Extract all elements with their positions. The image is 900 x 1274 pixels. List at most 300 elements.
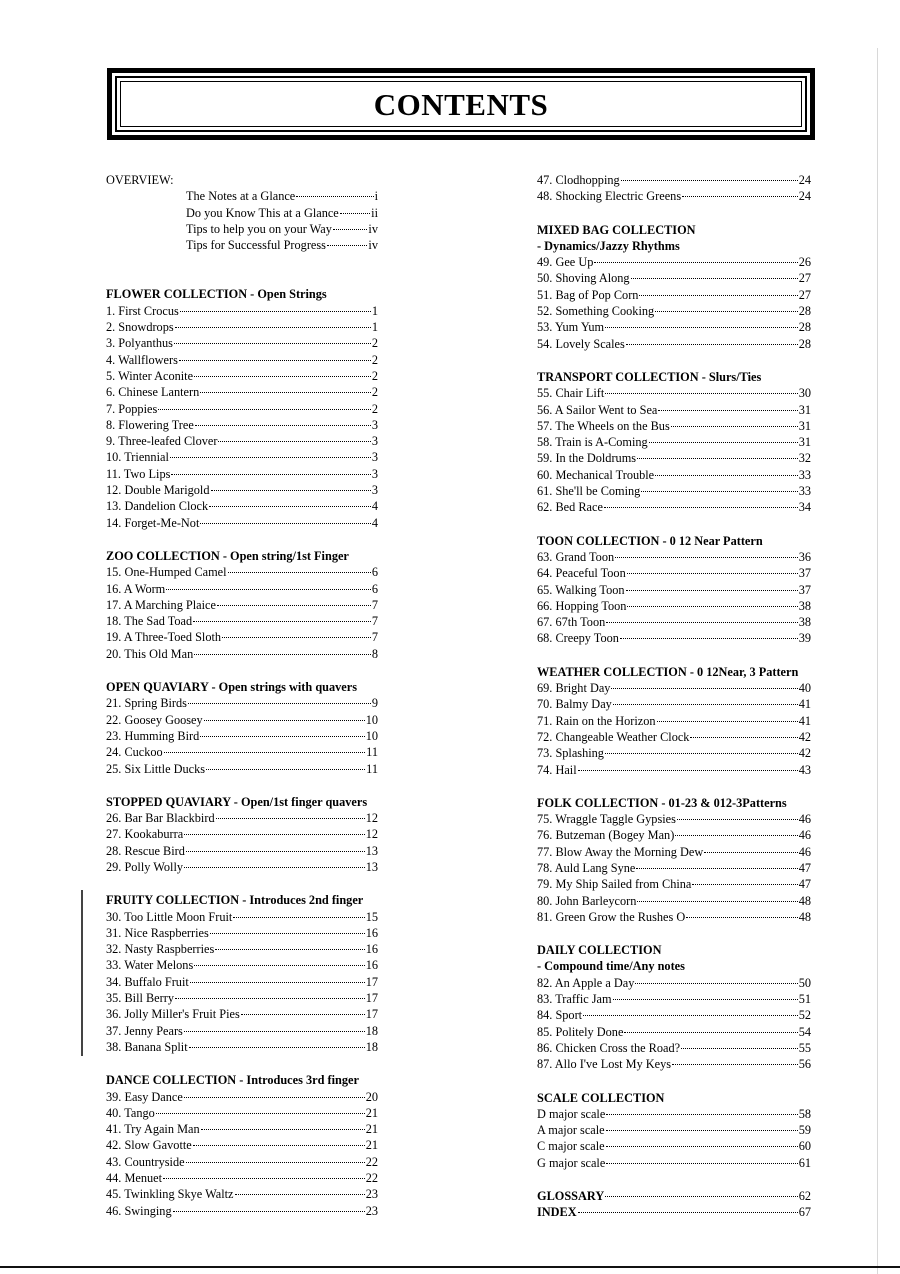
- toc-entry[interactable]: [537, 582, 811, 598]
- entry-page-number: 17: [365, 974, 378, 989]
- toc-entry[interactable]: [537, 483, 811, 499]
- toc-entry[interactable]: [106, 433, 378, 449]
- toc-entry[interactable]: [106, 515, 378, 531]
- left-column: [106, 172, 378, 1219]
- section-heading: TOON COLLECTION - 0 12 Near Pattern: [537, 533, 763, 548]
- entry-title: 81. Green Grow the Rushes O: [537, 909, 686, 924]
- toc-entry[interactable]: [106, 613, 378, 629]
- toc-entry[interactable]: [537, 827, 811, 843]
- dot-leader: [211, 490, 371, 491]
- entry-page-number: 28: [798, 320, 811, 335]
- toc-section: [537, 222, 811, 369]
- toc-entry[interactable]: [537, 1106, 811, 1122]
- dot-leader: [606, 1163, 797, 1164]
- toc-entry[interactable]: [537, 745, 811, 761]
- toc-entry[interactable]: [106, 1203, 378, 1219]
- entry-page-number: 21: [365, 1122, 378, 1137]
- toc-entry[interactable]: [537, 402, 811, 418]
- entry-page-number: 7: [371, 597, 378, 612]
- entry-title: 13. Dandelion Clock: [106, 499, 209, 514]
- toc-entry[interactable]: [537, 762, 811, 778]
- entry-title: 84. Sport: [537, 1008, 583, 1023]
- toc-entry[interactable]: [106, 826, 378, 842]
- entry-page-number: 46: [798, 812, 811, 827]
- entry-page-number: 55: [798, 1040, 811, 1055]
- toc-entry[interactable]: [106, 1137, 378, 1153]
- dot-leader: [233, 917, 364, 918]
- entry-title: 74. Hail: [537, 762, 577, 777]
- entry-page-number: 21: [365, 1105, 378, 1120]
- toc-entry[interactable]: [106, 1089, 378, 1105]
- entry-page-number: 61: [798, 1155, 811, 1170]
- dot-leader: [173, 1211, 365, 1212]
- entry-page-number: 7: [371, 614, 378, 629]
- toc-entry[interactable]: [537, 1122, 811, 1138]
- entry-title: 49. Gee Up: [537, 255, 594, 270]
- entry-title: 10. Triennial: [106, 450, 169, 465]
- entry-page-number: 3: [371, 450, 378, 465]
- dot-leader: [333, 229, 368, 230]
- entry-page-number: 20: [365, 1089, 378, 1104]
- dot-leader: [627, 573, 798, 574]
- entry-page-number: 12: [365, 811, 378, 826]
- entry-title: 58. Train is A-Coming: [537, 435, 648, 450]
- entry-title: 8. Flowering Tree: [106, 417, 194, 432]
- entry-page-number: 10: [365, 728, 378, 743]
- entry-page-number: 33: [798, 484, 811, 499]
- dot-leader: [217, 605, 371, 606]
- entry-title: 75. Wraggle Taggle Gypsies: [537, 812, 676, 827]
- toc-entry[interactable]: [537, 188, 811, 204]
- overview-entry[interactable]: [106, 237, 378, 253]
- section-heading: STOPPED QUAVIARY - Open/1st finger quavers: [106, 794, 368, 809]
- toc-entry[interactable]: [106, 401, 378, 417]
- toc-entry[interactable]: [537, 909, 811, 925]
- entry-title: 61. She'll be Coming: [537, 484, 641, 499]
- toc-entry[interactable]: [537, 1040, 811, 1056]
- dot-leader: [222, 637, 371, 638]
- spacer: [106, 531, 378, 548]
- dot-leader: [170, 457, 371, 458]
- toc-entry[interactable]: [537, 598, 811, 614]
- entry-title: 59. In the Doldrums: [537, 451, 637, 466]
- appendix-list: [537, 1188, 811, 1221]
- toc-entry[interactable]: [106, 941, 378, 957]
- dot-leader: [163, 1178, 365, 1179]
- dot-leader: [624, 1032, 797, 1033]
- toc-entry[interactable]: [106, 1154, 378, 1170]
- dot-leader: [704, 852, 797, 853]
- toc-entry[interactable]: [537, 287, 811, 303]
- dot-leader: [296, 196, 373, 197]
- toc-entry[interactable]: [106, 384, 378, 400]
- entry-page-number: 50: [798, 975, 811, 990]
- toc-entry[interactable]: [106, 564, 378, 580]
- dot-leader: [206, 769, 365, 770]
- dot-leader: [215, 949, 364, 950]
- entry-page-number: 16: [365, 942, 378, 957]
- toc-entry[interactable]: [106, 1039, 378, 1055]
- dot-leader: [578, 1212, 798, 1213]
- entry-title: 44. Menuet: [106, 1171, 163, 1186]
- dot-leader: [186, 1162, 365, 1163]
- entry-title: 23. Humming Bird: [106, 728, 200, 743]
- dot-leader: [649, 442, 798, 443]
- dot-leader: [605, 1196, 797, 1197]
- entry-page-number: 46: [798, 828, 811, 843]
- toc-entry[interactable]: [106, 368, 378, 384]
- toc-entry[interactable]: [106, 1006, 378, 1022]
- dot-leader: [681, 1048, 798, 1049]
- toc-entry[interactable]: [537, 418, 811, 434]
- entry-title: 45. Twinkling Skye Waltz: [106, 1187, 234, 1202]
- dot-leader: [184, 834, 365, 835]
- dot-leader: [631, 278, 798, 279]
- overview-entry[interactable]: [106, 205, 378, 221]
- toc-entry[interactable]: [106, 1121, 378, 1137]
- toc-entry[interactable]: [537, 467, 811, 483]
- toc-entry[interactable]: [537, 565, 811, 581]
- dot-leader: [190, 982, 365, 983]
- entry-page-number: 58: [798, 1106, 811, 1121]
- toc-entry[interactable]: [106, 1186, 378, 1202]
- dot-leader: [158, 409, 371, 410]
- entry-page-number: 23: [365, 1203, 378, 1218]
- entry-title: 73. Splashing: [537, 746, 604, 761]
- toc-entry[interactable]: [537, 991, 811, 1007]
- entry-page-number: ii: [371, 205, 378, 220]
- entry-page-number: 46: [798, 844, 811, 859]
- toc-entry[interactable]: [537, 1138, 811, 1154]
- entry-title: INDEX: [537, 1205, 577, 1220]
- right-lead-entries: [537, 172, 811, 205]
- entry-title: 37. Jenny Pears: [106, 1023, 183, 1038]
- entry-title: 20. This Old Man: [106, 646, 194, 661]
- toc-entry[interactable]: [106, 925, 378, 941]
- toc-entry[interactable]: [106, 859, 378, 875]
- entry-page-number: 26: [798, 255, 811, 270]
- entry-page-number: 39: [798, 631, 811, 646]
- entry-page-number: 41: [798, 697, 811, 712]
- toc-section: [106, 286, 378, 547]
- entry-title: 14. Forget-Me-Not: [106, 515, 200, 530]
- entry-page-number: 11: [366, 761, 378, 776]
- dot-leader: [156, 1113, 365, 1114]
- toc-section: [106, 1072, 378, 1219]
- entry-title: Tips for Successful Progress: [186, 238, 326, 253]
- entry-title: 31. Nice Raspberries: [106, 925, 209, 940]
- entry-title: 22. Goosey Goosey: [106, 712, 203, 727]
- toc-entry[interactable]: [537, 876, 811, 892]
- entry-title: 71. Rain on the Horizon: [537, 713, 656, 728]
- toc-entry[interactable]: [106, 335, 378, 351]
- dot-leader: [189, 1047, 365, 1048]
- toc-entry[interactable]: [537, 319, 811, 335]
- toc-entry[interactable]: [106, 417, 378, 433]
- entry-title: 29. Polly Wolly: [106, 859, 184, 874]
- dot-leader: [605, 393, 797, 394]
- dot-leader: [218, 441, 370, 442]
- section-heading: TRANSPORT COLLECTION - Slurs/Ties: [537, 369, 762, 384]
- section-heading: DAILY COLLECTION: [537, 943, 662, 958]
- dot-leader: [658, 410, 797, 411]
- toc-entry[interactable]: [106, 1105, 378, 1121]
- entry-page-number: 18: [365, 1023, 378, 1038]
- entry-title: 69. Bright Day: [537, 681, 611, 696]
- entry-title: 66. Hopping Toon: [537, 598, 627, 613]
- toc-entry[interactable]: [537, 172, 811, 188]
- entry-title: 46. Swinging: [106, 1203, 172, 1218]
- entry-page-number: 8: [371, 646, 378, 661]
- dot-leader: [184, 867, 365, 868]
- overview-list: [106, 188, 378, 253]
- dot-leader: [635, 983, 797, 984]
- dot-leader: [166, 589, 371, 590]
- toc-entry[interactable]: [106, 303, 378, 319]
- toc-section: [106, 548, 378, 679]
- toc-entry[interactable]: [537, 1007, 811, 1023]
- toc-entry[interactable]: [537, 499, 811, 515]
- section-heading: SCALE COLLECTION: [537, 1090, 665, 1105]
- dot-leader: [605, 327, 798, 328]
- entry-title: 35. Bill Berry: [106, 991, 174, 1006]
- toc-entry[interactable]: [537, 680, 811, 696]
- toc-entry[interactable]: [106, 581, 378, 597]
- margin-bar: [81, 890, 83, 1056]
- toc-entry[interactable]: [106, 990, 378, 1006]
- entry-title: 41. Try Again Man: [106, 1122, 200, 1137]
- toc-entry[interactable]: [106, 957, 378, 973]
- dot-leader: [671, 426, 798, 427]
- right-sections: [537, 222, 811, 1171]
- toc-entry[interactable]: [537, 811, 811, 827]
- entry-title: 55. Chair Lift: [537, 386, 605, 401]
- spacer: [537, 925, 811, 942]
- entry-page-number: 4: [371, 499, 378, 514]
- toc-section: [537, 533, 811, 664]
- toc-entry[interactable]: [106, 352, 378, 368]
- entry-page-number: 56: [798, 1057, 811, 1072]
- dot-leader: [204, 720, 365, 721]
- toc-entry[interactable]: [106, 843, 378, 859]
- spacer: [106, 1055, 378, 1072]
- spacer: [537, 778, 811, 795]
- toc-section: [537, 369, 811, 533]
- entry-page-number: 47: [798, 877, 811, 892]
- entry-page-number: 23: [365, 1187, 378, 1202]
- toc-entry[interactable]: [537, 385, 811, 401]
- toc-entry[interactable]: [537, 713, 811, 729]
- dot-leader: [606, 1114, 797, 1115]
- toc-entry[interactable]: [106, 810, 378, 826]
- entry-page-number: 32: [798, 451, 811, 466]
- entry-title: C major scale: [537, 1139, 605, 1154]
- entry-page-number: 31: [798, 435, 811, 450]
- dot-leader: [604, 507, 798, 508]
- entry-title: 30. Too Little Moon Fruit: [106, 909, 233, 924]
- dot-leader: [184, 1031, 365, 1032]
- entry-title: 48. Shocking Electric Greens: [537, 189, 682, 204]
- toc-entry[interactable]: [537, 336, 811, 352]
- toc-entry[interactable]: [537, 1155, 811, 1171]
- entry-title: 62. Bed Race: [537, 500, 603, 515]
- overview-entry[interactable]: [106, 188, 378, 204]
- dot-leader: [655, 311, 798, 312]
- toc-entry[interactable]: [537, 270, 811, 286]
- toc-entry[interactable]: [106, 466, 378, 482]
- dot-leader: [637, 458, 798, 459]
- entry-title: 70. Balmy Day: [537, 697, 612, 712]
- toc-entry[interactable]: [106, 909, 378, 925]
- left-sections: [106, 286, 378, 1218]
- entry-title: 28. Rescue Bird: [106, 843, 185, 858]
- toc-entry[interactable]: [106, 597, 378, 613]
- entry-title: 9. Three-leafed Clover: [106, 434, 218, 449]
- toc-entry[interactable]: [537, 729, 811, 745]
- entry-page-number: 33: [798, 467, 811, 482]
- dot-leader: [186, 851, 365, 852]
- entry-title: 15. One-Humped Camel: [106, 565, 227, 580]
- entry-page-number: 27: [798, 287, 811, 302]
- spacer: [537, 352, 811, 369]
- entry-page-number: 54: [798, 1024, 811, 1039]
- dot-leader: [578, 770, 798, 771]
- dot-leader: [613, 999, 798, 1000]
- dot-leader: [175, 998, 365, 999]
- dot-leader: [615, 557, 798, 558]
- dot-leader: [605, 753, 798, 754]
- entry-page-number: 17: [365, 991, 378, 1006]
- entry-page-number: 38: [798, 615, 811, 630]
- toc-entry[interactable]: [106, 449, 378, 465]
- dot-leader: [692, 884, 797, 885]
- entry-page-number: 24: [798, 189, 811, 204]
- section-heading: MIXED BAG COLLECTION: [537, 222, 696, 237]
- entry-page-number: 28: [798, 336, 811, 351]
- toc-entry[interactable]: [537, 630, 811, 646]
- dot-leader: [657, 721, 798, 722]
- entry-title: 77. Blow Away the Morning Dew: [537, 844, 704, 859]
- dot-leader: [340, 213, 370, 214]
- dot-leader: [621, 180, 798, 181]
- entry-title: 27. Kookaburra: [106, 827, 184, 842]
- entry-page-number: 21: [365, 1138, 378, 1153]
- toc-entry[interactable]: [537, 975, 811, 991]
- entry-page-number: 47: [798, 860, 811, 875]
- toc-entry[interactable]: [106, 974, 378, 990]
- entry-title: D major scale: [537, 1106, 606, 1121]
- toc-entry[interactable]: [537, 1188, 811, 1204]
- entry-page-number: 3: [371, 417, 378, 432]
- toc-entry[interactable]: [537, 893, 811, 909]
- dot-leader: [636, 868, 797, 869]
- toc-entry[interactable]: [106, 498, 378, 514]
- section-heading: FOLK COLLECTION - 01-23 & 012-3Patterns: [537, 795, 787, 810]
- entry-page-number: 1: [371, 303, 378, 318]
- toc-entry[interactable]: [537, 434, 811, 450]
- entry-page-number: 34: [798, 500, 811, 515]
- toc-entry[interactable]: [106, 1170, 378, 1186]
- toc-entry[interactable]: [537, 549, 811, 565]
- toc-section: [106, 794, 378, 892]
- entry-title: 68. Creepy Toon: [537, 631, 619, 646]
- toc-entry[interactable]: [537, 450, 811, 466]
- toc-entry[interactable]: [106, 712, 378, 728]
- overview-entry[interactable]: [106, 221, 378, 237]
- toc-entry[interactable]: [106, 646, 378, 662]
- entry-title: 18. The Sad Toad: [106, 614, 193, 629]
- entry-page-number: 2: [371, 352, 378, 367]
- entry-page-number: 59: [798, 1123, 811, 1138]
- entry-title: 25. Six Little Ducks: [106, 761, 206, 776]
- toc-entry[interactable]: [537, 1204, 811, 1220]
- toc-section: [106, 679, 378, 794]
- dot-leader: [188, 703, 371, 704]
- toc-section: [537, 1090, 811, 1171]
- toc-entry[interactable]: [106, 629, 378, 645]
- entry-title: 21. Spring Birds: [106, 696, 187, 711]
- toc-entry[interactable]: [537, 860, 811, 876]
- entry-title: 82. An Apple a Day: [537, 975, 635, 990]
- dot-leader: [216, 818, 365, 819]
- entry-page-number: 2: [371, 401, 378, 416]
- entry-page-number: 17: [365, 1007, 378, 1022]
- entry-title: 24. Cuckoo: [106, 745, 163, 760]
- entry-title: 42. Slow Gavotte: [106, 1138, 192, 1153]
- dot-leader: [641, 491, 797, 492]
- dot-leader: [209, 506, 371, 507]
- toc-entry[interactable]: [537, 254, 811, 270]
- entry-page-number: 4: [371, 515, 378, 530]
- dot-leader: [606, 1146, 798, 1147]
- entry-page-number: 1: [371, 320, 378, 335]
- entry-page-number: 24: [798, 173, 811, 187]
- toc-entry[interactable]: [106, 761, 378, 777]
- toc-entry[interactable]: [537, 1056, 811, 1072]
- entry-title: 83. Traffic Jam: [537, 992, 612, 1007]
- dot-leader: [175, 327, 371, 328]
- toc-entry[interactable]: [537, 844, 811, 860]
- spacer: [537, 516, 811, 533]
- entry-page-number: 30: [798, 386, 811, 401]
- entry-page-number: 48: [798, 893, 811, 908]
- toc-entry[interactable]: [537, 614, 811, 630]
- dot-leader: [194, 654, 371, 655]
- toc-entry[interactable]: [106, 482, 378, 498]
- toc-entry[interactable]: [106, 728, 378, 744]
- section-subheading: - Dynamics/Jazzy Rhythms: [537, 238, 680, 253]
- toc-entry[interactable]: [537, 303, 811, 319]
- dot-leader: [626, 344, 798, 345]
- entry-page-number: 42: [798, 729, 811, 744]
- dot-leader: [200, 523, 370, 524]
- toc-entry[interactable]: [106, 744, 378, 760]
- dot-leader: [241, 1014, 365, 1015]
- toc-entry[interactable]: [106, 319, 378, 335]
- toc-section: [537, 795, 811, 942]
- dot-leader: [626, 590, 798, 591]
- entry-page-number: 3: [371, 466, 378, 481]
- toc-entry[interactable]: [537, 1024, 811, 1040]
- toc-entry[interactable]: [106, 1023, 378, 1039]
- entry-page-number: 9: [371, 696, 378, 711]
- toc-entry[interactable]: [106, 695, 378, 711]
- entry-title: 64. Peaceful Toon: [537, 566, 626, 581]
- dot-leader: [201, 1129, 365, 1130]
- entry-page-number: 6: [371, 565, 378, 580]
- toc-entry[interactable]: [537, 696, 811, 712]
- entry-title: 80. John Barleycorn: [537, 893, 637, 908]
